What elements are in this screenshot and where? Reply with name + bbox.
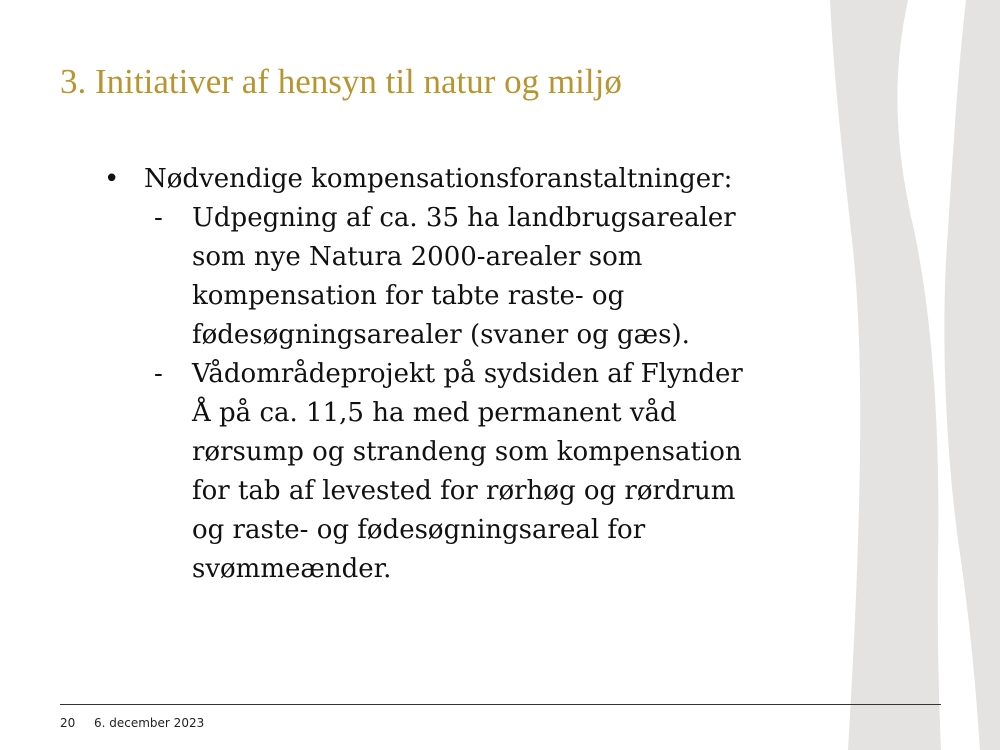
sub-item — [100, 199, 820, 355]
sub-item — [100, 355, 820, 589]
sub-item-line: Å på ca. 11,5 ha med permanent våd — [192, 398, 677, 428]
sub-item-line: svømmeænder. — [192, 554, 392, 584]
sub-item-line: og raste- og fødesøgningsareal for — [192, 515, 646, 545]
sub-item-line: rørsump og strandeng som kompensation — [192, 437, 742, 467]
slide-content — [100, 160, 820, 589]
decorative-shape-left — [830, 0, 941, 750]
sub-item-line: fødesøgningsarealer (svaner og gæs). — [192, 320, 690, 350]
bullet-text: Nødvendige kompensationsforanstaltninger: — [144, 164, 733, 194]
decorative-shape-right — [944, 0, 1000, 750]
footer-divider — [60, 704, 941, 705]
slide-title: 3. Initiativer af hensyn til natur og miljø — [60, 62, 622, 101]
sub-item-line: som nye Natura 2000-arealer som — [192, 242, 643, 272]
sub-item-line: Vådområdeprojekt på sydsiden af Flynder — [192, 359, 743, 389]
page-number: 20 — [60, 716, 76, 730]
bullet-marker: • — [104, 164, 120, 194]
bullet-item — [100, 160, 820, 199]
sub-item-line: kompensation for tabte raste- og — [192, 281, 625, 311]
sub-item-line: Udpegning af ca. 35 ha landbrugsarealer — [192, 203, 736, 233]
footer-date: 6. december 2023 — [94, 716, 205, 730]
sub-item-line: for tab af levested for rørhøg og rørdrum — [192, 476, 736, 506]
dash-marker: - — [154, 359, 163, 389]
dash-marker: - — [154, 203, 163, 233]
